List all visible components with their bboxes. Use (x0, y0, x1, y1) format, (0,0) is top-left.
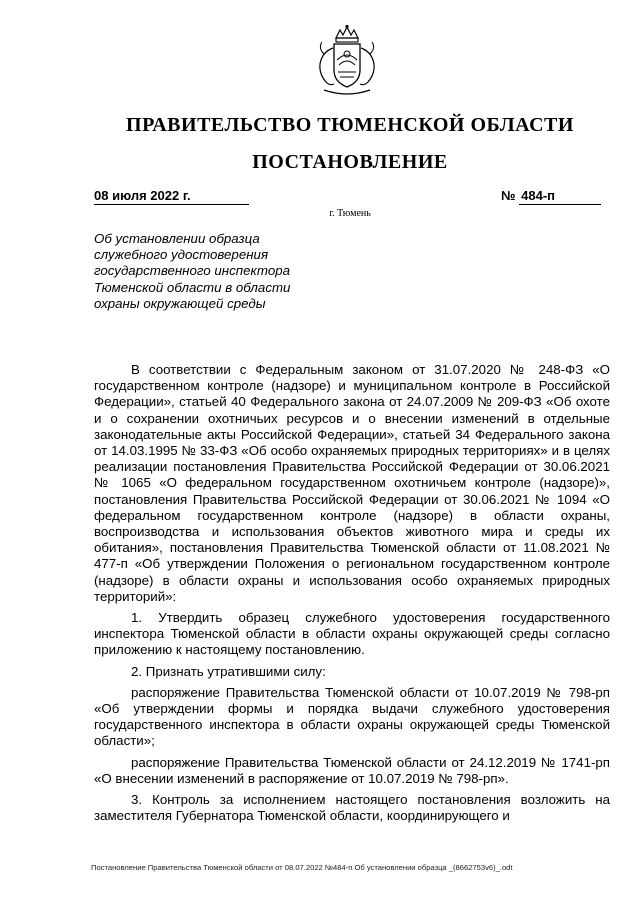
paragraph-item-1: 1. Утвердить образец служебного удостоверения государственного инспектора Тюменской области в области охраны окружающей среды согласно приложению к настоящему постановлению. (94, 610, 610, 658)
paragraph-item-2: 2. Признать утратившими силу: (131, 663, 326, 679)
document-type-title: ПОСТАНОВЛЕНИЕ (252, 151, 448, 173)
coat-of-arms-icon (312, 24, 382, 98)
paragraph-item-3: 3. Контроль за исполнением настоящего постановления возложить на заместителя Губернатора Тюменской области, координирующего и (94, 792, 610, 824)
paragraph-repeal-1: распоряжение Правительства Тюменской области от 10.07.2019 № 798-рп «Об утверждении формы и порядка выдачи служебного удостоверения государственного инспектора в области охраны окружающей среды Тюменской области»; (94, 684, 610, 749)
document-number-block (501, 188, 601, 205)
city-label: г. Тюмень (329, 208, 371, 219)
document-body (94, 362, 610, 829)
organization-title: ПРАВИТЕЛЬСТВО ТЮМЕНСКОЙ ОБЛАСТИ (126, 114, 574, 136)
page-footer: Постановление Правительства Тюменской области от 08.07.2022 №484-п Об установлении образца _(8662753v6)_.odt (91, 863, 513, 872)
paragraph-preamble: В соответствии с Федеральным законом от 31.07.2020 № 248-ФЗ «О государственном контроле (надзоре) и муниципальном контроле в Российской Федерации», статьей 40 Федерального закона от 24.07.2009 № 209-ФЗ «Об охоте и о сохранении охотничьих ресурсов и о внесении изменений в отдельные законодательные акты Российской Федерации», статьей 34 Федерального закона от 14.03.1995 № 33-ФЗ «Об особо охраняемых природных территориях» и в целях реализации постановления Правительства Российской Федерации от 30.06.2021 № 1065 «О федеральном государственном охотничьем контроле (надзоре)», постановления Правительства Российской Федерации от 30.06.2021 № 1094 «О федеральном государственном контроле (надзоре) в области охраны, воспроизводства и использования объектов животного мира и среды их обитания», постановления Правительства Тюменской области от 11.08.2021 № 477-п «Об утверждении Положения о региональном государственном контроле (надзоре) в области охраны и использования особо охраняемых природных территорий»: (94, 362, 610, 604)
number-sign: № (501, 188, 516, 203)
document-date: 08 июля 2022 г. (94, 188, 249, 205)
document-subject: Об установлении образца служебного удостоверения государственного инспектора Тюменской области в области охраны окружающей среды (94, 231, 291, 311)
paragraph-repeal-2: распоряжение Правительства Тюменской области от 24.12.2019 № 1741-рп «О внесении изменений в распоряжение от 10.07.2019 № 798-рп». (94, 754, 610, 786)
document-number: 484-п (519, 188, 601, 205)
